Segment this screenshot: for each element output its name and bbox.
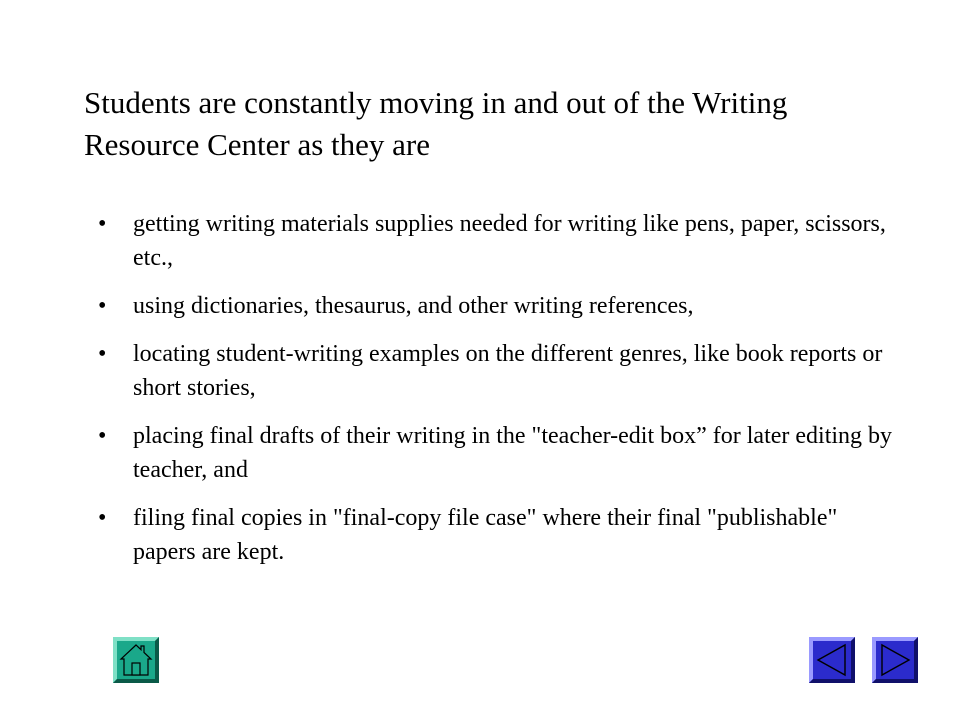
bullet-dot-icon: • [98,423,107,449]
bullet-item [98,337,898,405]
bullet-list [98,207,898,583]
slide-title: Students are constantly moving in and out of the Writing Resource Center as they are [84,85,788,162]
bullet-item [98,501,898,569]
house-icon [113,637,159,683]
bullet-item [98,289,898,323]
bullet-dot-icon: • [98,341,107,367]
bullet-text: using dictionaries, thesaurus, and other writing references, [133,293,694,319]
bullet-text: placing final drafts of their writing in the "teacher-edit box” for later editing by teacher, and [133,423,893,483]
bullet-text: getting writing materials supplies needed for writing like pens, paper, scissors, etc., [133,211,886,271]
bullet-dot-icon: • [98,293,107,319]
bullet-text: filing final copies in "final-copy file case" where their final "publishable" papers are kept. [133,505,838,565]
next-button[interactable] [872,637,918,683]
triangle-right-icon [872,637,918,683]
bullet-item [98,207,898,275]
bullet-dot-icon: • [98,211,107,237]
bullet-item [98,419,898,487]
bullet-text: locating student-writing examples on the different genres, like book reports or short stories, [133,341,883,401]
home-button[interactable] [113,637,159,683]
back-button[interactable] [809,637,855,683]
triangle-left-icon [809,637,855,683]
bullet-dot-icon: • [98,505,107,531]
